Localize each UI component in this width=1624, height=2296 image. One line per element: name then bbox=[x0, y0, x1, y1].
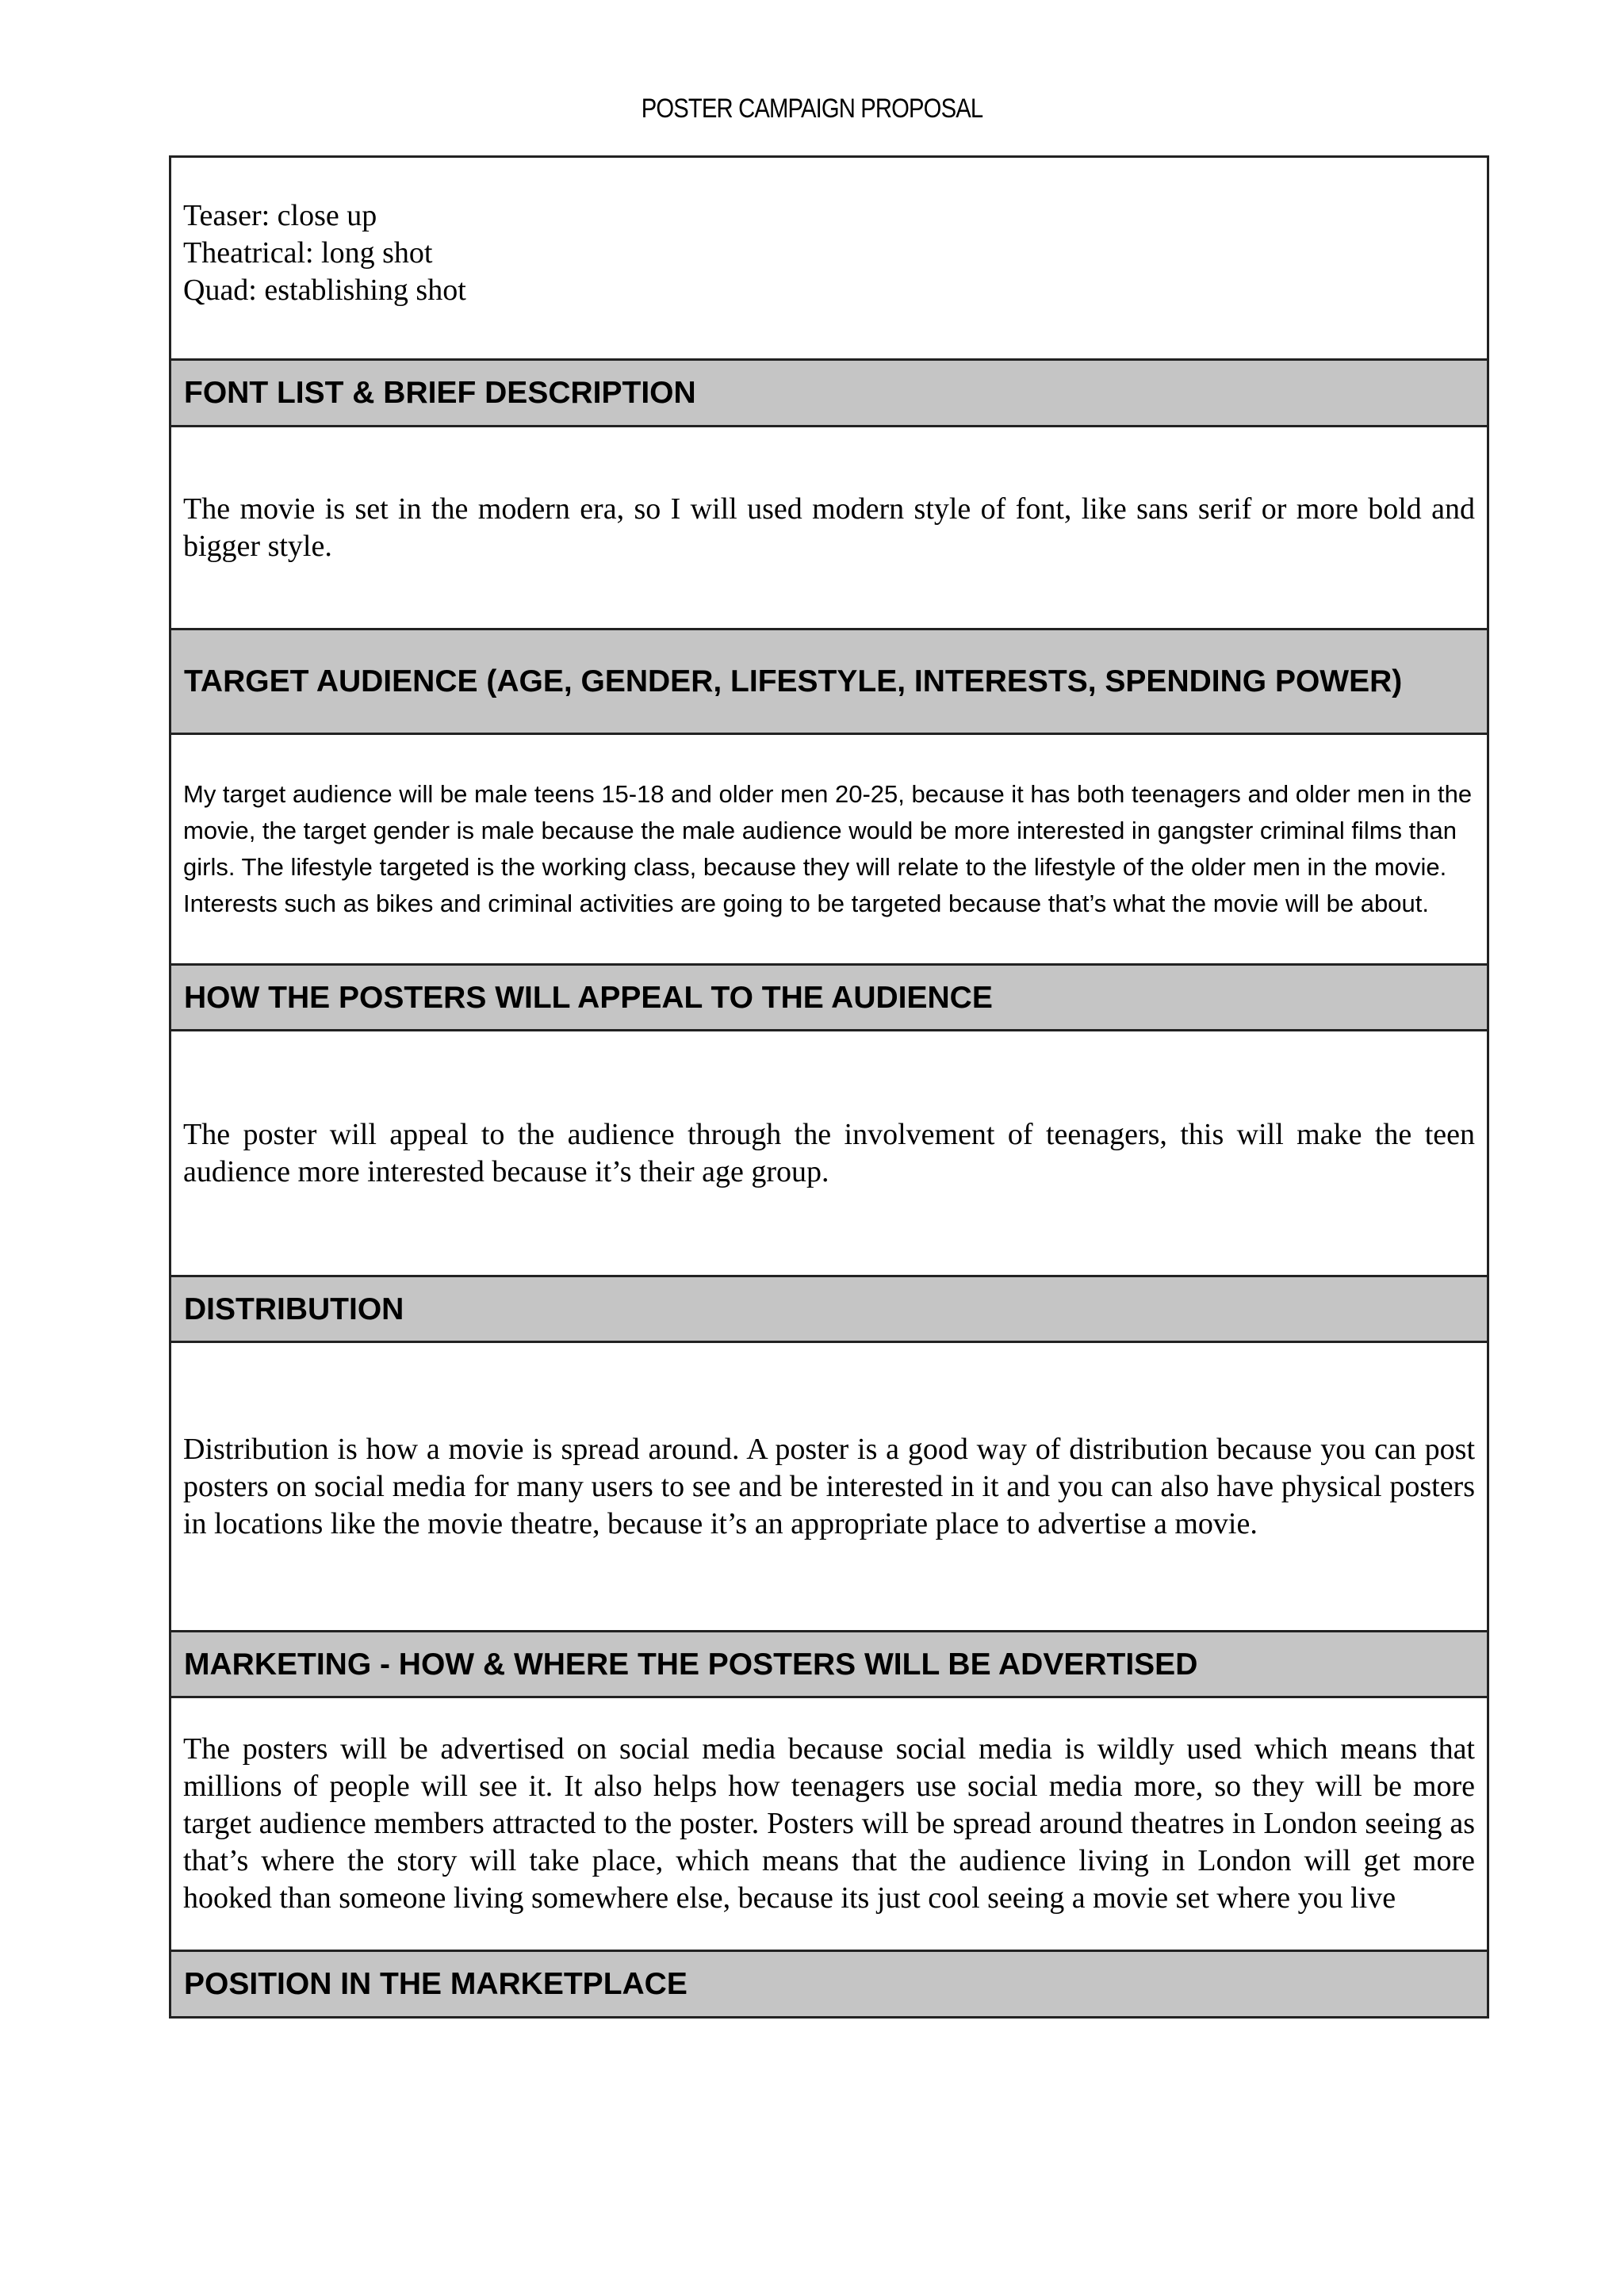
proposal-table bbox=[169, 155, 1489, 2019]
section-heading-appeal bbox=[171, 966, 1487, 1031]
section-heading-distribution-label: DISTRIBUTION bbox=[184, 1292, 404, 1326]
font-list-body bbox=[171, 427, 1487, 630]
section-heading-target-audience bbox=[171, 630, 1487, 735]
section-heading-font-list-label: FONT LIST & BRIEF DESCRIPTION bbox=[184, 376, 696, 410]
marketing-text: The posters will be advertised on social media because social media is wildly used which means that millions of people will see it. It also helps how teenagers use social media more, so they will be more target audience members attracted to the poster. Posters will be spread around theatres in London seeing as that’s where the story will take place, which means that the audience living in London will get more hooked than someone living somewhere else, because its just cool seeing a movie set where you live bbox=[183, 1732, 1475, 1915]
appeal-text: The poster will appeal to the audience through the involvement of teenagers, this will make the teen audience more interested because it’s their age group. bbox=[183, 1117, 1475, 1188]
shot-type-quad: Quad: establishing shot bbox=[183, 274, 466, 307]
target-audience-text: My target audience will be male teens 15-18 and older men 20-25, because it has both teenagers and older men in the movie, the target gender is male because the male audience would be more interested in gangster criminal films than girls. The lifestyle targeted is the working class, because they will relate to the lifestyle of the older men in the movie. Interests such as bikes and criminal activities are going to be targeted because that’s what the movie will be about. bbox=[183, 780, 1473, 917]
section-heading-target-audience-label: TARGET AUDIENCE (AGE, GENDER, LIFESTYLE, INTERESTS, SPENDING POWER) bbox=[184, 664, 1403, 698]
distribution-text: Distribution is how a movie is spread around. A poster is a good way of distribution because you can post posters on social media for many users to see and be interested in it and you can also have physical posters in locations like the movie theatre, because it’s an appropriate place to advertise a movie. bbox=[183, 1432, 1475, 1540]
marketing-body bbox=[171, 1698, 1487, 1952]
shot-types-list bbox=[183, 197, 466, 309]
target-audience-body bbox=[171, 735, 1487, 966]
section-heading-position-label: POSITION IN THE MARKETPLACE bbox=[184, 1967, 688, 2001]
shot-type-theatrical: Theatrical: long shot bbox=[183, 236, 433, 270]
shot-type-teaser: Teaser: close up bbox=[183, 199, 377, 232]
section-heading-appeal-label: HOW THE POSTERS WILL APPEAL TO THE AUDIENCE bbox=[184, 980, 993, 1015]
page-title: POSTER CAMPAIGN PROPOSAL bbox=[641, 94, 983, 124]
section-heading-font-list bbox=[171, 361, 1487, 427]
section-heading-position bbox=[171, 1952, 1487, 2016]
distribution-body bbox=[171, 1343, 1487, 1632]
section-heading-marketing-label: MARKETING - HOW & WHERE THE POSTERS WILL BE ADVERTISED bbox=[184, 1647, 1198, 1682]
shot-types-cell bbox=[171, 158, 1487, 361]
section-heading-distribution bbox=[171, 1277, 1487, 1343]
section-heading-marketing bbox=[171, 1632, 1487, 1698]
font-list-text: The movie is set in the modern era, so I will used modern style of font, like sans serif or more bold and bigger style. bbox=[183, 492, 1475, 563]
appeal-body bbox=[171, 1031, 1487, 1277]
